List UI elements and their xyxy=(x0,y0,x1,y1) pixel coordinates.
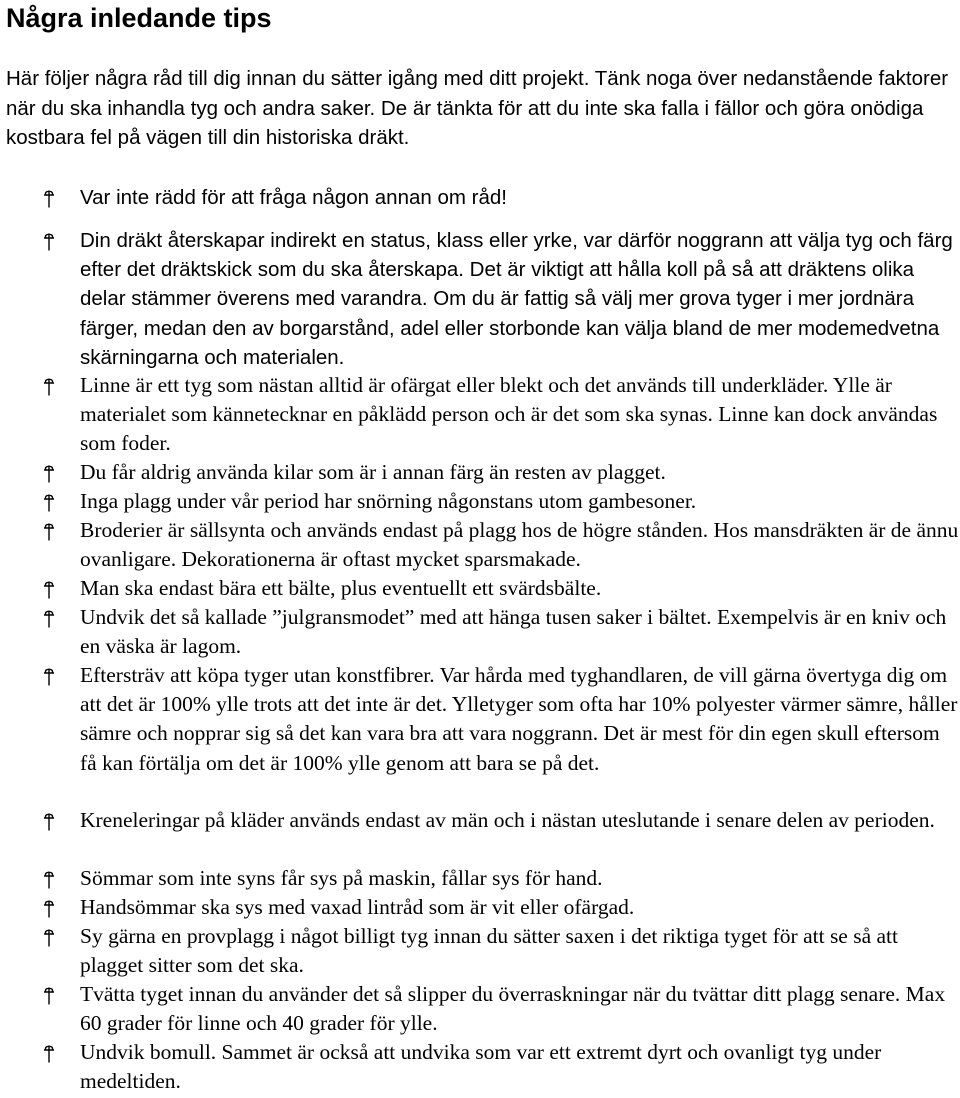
cross-bullet-icon xyxy=(42,190,56,208)
cross-bullet-icon xyxy=(42,668,56,686)
tip-item xyxy=(0,864,960,893)
cross-bullet-icon xyxy=(42,900,56,918)
tip-item xyxy=(0,980,960,1038)
tip-text: Undvik bomull. Sammet är också att undvika som var ett extremt dyrt och ovanligt tyg under medeltiden. xyxy=(80,1040,882,1094)
tip-text: Undvik det så kallade ”julgransmodet” med att hänga tusen saker i bältet. Exempelvis är en kniv och en väska är lagom. xyxy=(80,605,947,659)
tip-item xyxy=(0,806,960,864)
tip-item xyxy=(0,661,960,806)
cross-bullet-icon xyxy=(42,378,56,396)
cross-bullet-icon xyxy=(42,1045,56,1063)
tip-item xyxy=(0,183,960,212)
cross-bullet-icon xyxy=(42,987,56,1005)
cross-bullet-icon xyxy=(42,233,56,251)
tip-item xyxy=(0,893,960,922)
tip-item xyxy=(0,603,960,661)
cross-bullet-icon xyxy=(42,523,56,541)
tip-item xyxy=(0,516,960,574)
tip-item xyxy=(0,574,960,603)
tip-text: Kreneleringar på kläder används endast av män och i nästan uteslutande i senare delen av perioden. xyxy=(80,808,935,832)
cross-bullet-icon xyxy=(42,929,56,947)
tip-text: Din dräkt återskapar indirekt en status, klass eller yrke, var därför noggrann att välja tyg och färg efter det dräktskick som du ska återskapa. Det är viktigt att hålla koll på så att dräktens olika delar stämmer överens med varandra. Om du är fattig så välj mer grova tyger i mer jordnära färger, medan den av borgarstånd, adel eller storbonde kan välja bland de mer modemedvetna skärningarna och materialen. xyxy=(80,229,953,369)
tip-text: Tvätta tyget innan du använder det så slipper du överraskningar när du tvättar ditt plagg senare. Max 60 grader för linne och 40 grader för ylle. xyxy=(80,982,946,1036)
cross-bullet-icon xyxy=(42,465,56,483)
tip-text: Sy gärna en provplagg i något billigt tyg innan du sätter saxen i det riktiga tyget för att se så att plagget sitter som det ska. xyxy=(80,924,898,978)
cross-bullet-icon xyxy=(42,871,56,889)
cross-bullet-icon xyxy=(42,494,56,512)
tip-item xyxy=(0,922,960,980)
tip-text: Inga plagg under vår period har snörning någonstans utom gambesoner. xyxy=(80,489,697,513)
page-title: Några inledande tips xyxy=(6,3,272,33)
intro-paragraph: Här följer några råd till dig innan du sätter igång med ditt projekt. Tänk noga över nedanstående faktorer när du ska inhandla tyg och andra saker. De är tänkta för att du inte ska falla i fällor och göra onödiga kostbara fel på vägen till din historiska dräkt. xyxy=(6,67,949,149)
cross-bullet-icon xyxy=(42,813,56,831)
tip-item xyxy=(0,487,960,516)
tip-item xyxy=(0,458,960,487)
tip-text: Linne är ett tyg som nästan alltid är ofärgat eller blekt och det används till underkläder. Ylle är materialet som kännetecknar en påklädd person och är det som ska synas. Linne kan dock användas som foder. xyxy=(80,373,938,456)
tip-item xyxy=(0,226,960,371)
cross-bullet-icon xyxy=(42,581,56,599)
tip-text: Eftersträv att köpa tyger utan konstfibrer. Var hårda med tyghandlaren, de vill gärna övertyga dig om att det är 100% ylle trots att det inte är det. Ylletyger som ofta har 10% polyester värmer sämre, håller sämre och nopprar sig så det kan vara bra att vara noggrann. Det är mest för din egen skull eftersom få kan förtälja om det är 100% ylle genom att bara se på det. xyxy=(80,663,958,775)
tip-text: Du får aldrig använda kilar som är i annan färg än resten av plagget. xyxy=(80,460,666,484)
tip-text: Sömmar som inte syns får sys på maskin, fållar sys för hand. xyxy=(80,866,603,890)
tip-text: Man ska endast bära ett bälte, plus eventuellt ett svärdsbälte. xyxy=(80,576,602,600)
tip-text: Var inte rädd för att fråga någon annan om råd! xyxy=(80,186,507,209)
tip-item xyxy=(0,371,960,458)
cross-bullet-icon xyxy=(42,610,56,628)
tip-item xyxy=(0,1038,960,1096)
tip-text: Handsömmar ska sys med vaxad lintråd som är vit eller ofärgad. xyxy=(80,895,635,919)
tip-text: Broderier är sällsynta och används endast på plagg hos de högre stånden. Hos mansdräkten är de ännu ovanligare. Dekorationerna är oftast mycket sparsmakade. xyxy=(80,518,959,572)
